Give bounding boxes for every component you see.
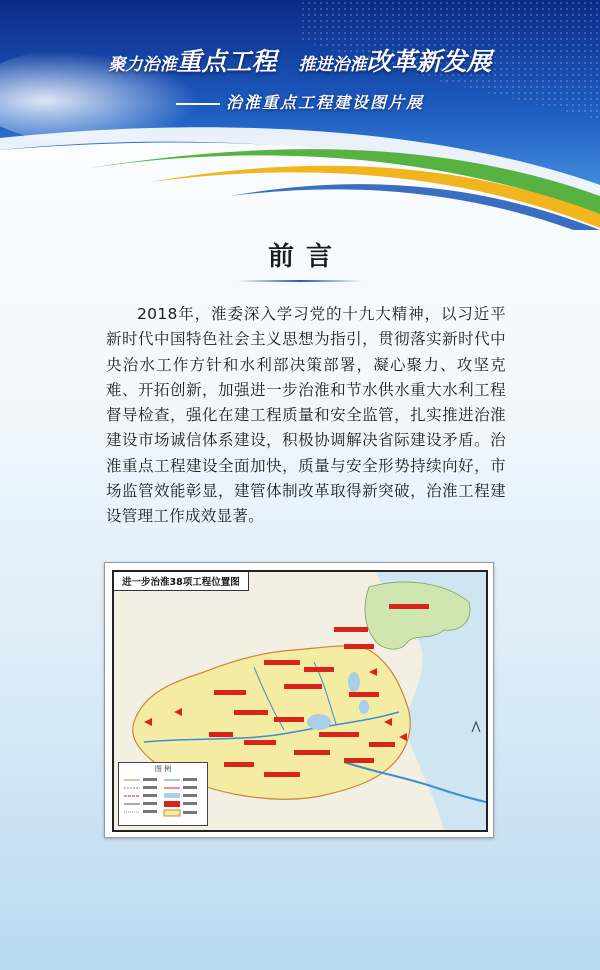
- legend-title: 图 例: [154, 765, 172, 773]
- banner-graphic: [0, 0, 600, 230]
- subtitle-text: 治淮重点工程建设图片展: [225, 93, 424, 112]
- map-legend: [118, 762, 208, 826]
- legend-symbols: [120, 774, 206, 824]
- map-title: 进一步治淮38项工程位置图: [114, 572, 249, 591]
- preface-paragraph: 2018年，淮委深入学习党的十九大精神，以习近平新时代中国特色社会主义思想为指引，贯彻落实新时代中央治水工作方针和水利部决策部署，凝心聚力、攻坚克难、开拓创新，加强进一步治淮和节水供水重大水利工程督导检查，强化在建工程质量和安全监管，扎实推进治淮建设市场诚信体系建设，积极协调解决省际建设矛盾。治淮重点工程建设全面加快，质量与安全形势持续向好，市场监管效能彰显，建管体制改革取得新突破，治淮工程建设管理工作成效显著。: [106, 305, 506, 526]
- subtitle-dash: [176, 103, 220, 105]
- project-location-map: [104, 562, 494, 838]
- title-part1-small: 聚力治淮: [108, 55, 177, 75]
- header-banner: [0, 0, 600, 230]
- heading-divider: [238, 280, 362, 282]
- title-part2-small: 推进治淮: [298, 55, 367, 75]
- page-heading: 前言: [267, 242, 344, 272]
- banner-title: [0, 42, 600, 78]
- banner-subtitle: [0, 90, 600, 113]
- map-frame: [112, 570, 488, 832]
- title-part1-large: 重点工程: [176, 47, 277, 76]
- title-part2-large: 改革新发展: [366, 47, 492, 76]
